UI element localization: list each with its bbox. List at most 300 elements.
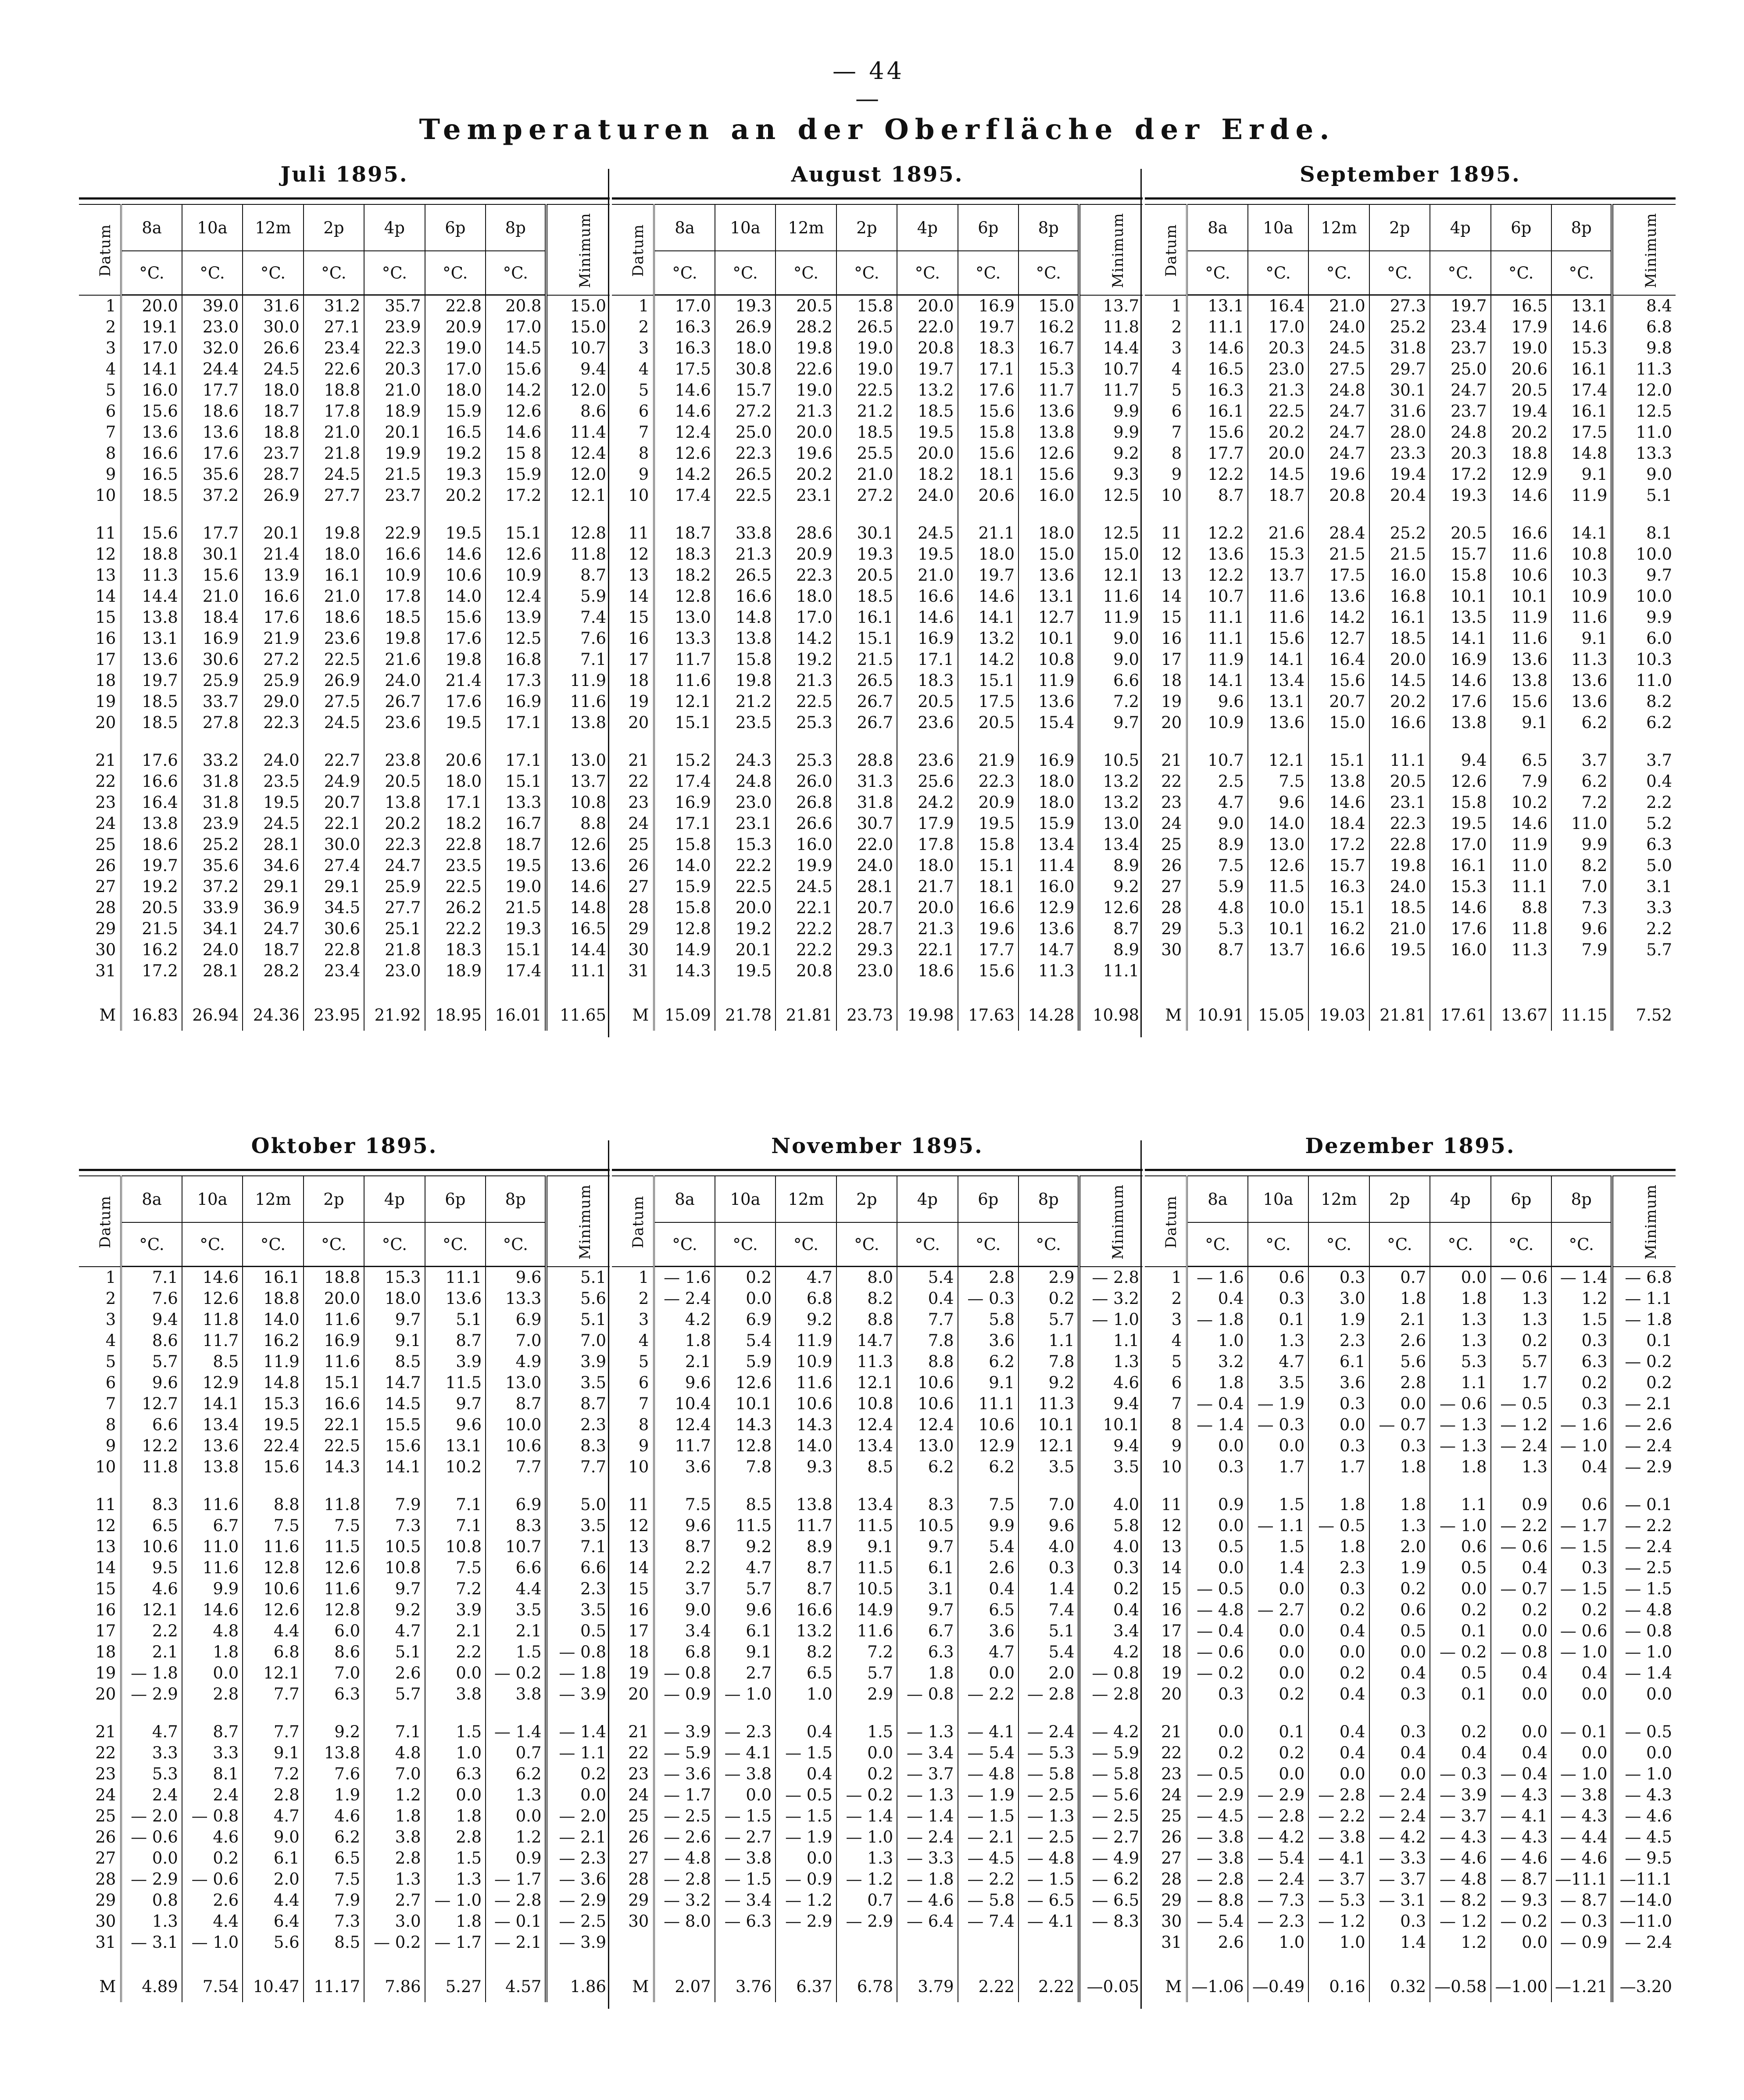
value-cell: 14.5 — [486, 338, 546, 359]
value-cell: 20.0 — [715, 897, 776, 918]
value-cell: 19.6 — [958, 918, 1019, 939]
table-row — [612, 1932, 1143, 1953]
value-cell: — 3.8 — [1187, 1848, 1247, 1869]
value-cell: 0.3 — [1551, 1557, 1612, 1579]
minimum-cell: 14.8 — [546, 897, 610, 918]
value-cell: 11.5 — [836, 1515, 897, 1536]
value-cell: — 2.4 — [897, 1827, 958, 1848]
value-cell: 0.2 — [1369, 1579, 1430, 1600]
value-cell: 8.7 — [182, 1705, 243, 1743]
value-cell: 24.8 — [1430, 422, 1490, 443]
value-cell: 6.1 — [1308, 1351, 1369, 1372]
value-cell: 16.6 — [1369, 712, 1430, 733]
column-header: 6p — [1491, 1176, 1551, 1222]
value-cell: 0.3 — [1308, 1579, 1369, 1600]
minimum-label: Minimum — [576, 1184, 594, 1260]
table-row — [1145, 506, 1676, 544]
value-cell: 9.1 — [1551, 628, 1612, 649]
value-cell: 9.6 — [1019, 1515, 1079, 1536]
value-cell: — 0.4 — [1187, 1621, 1247, 1642]
value-cell: 20.3 — [1248, 338, 1308, 359]
value-cell: 4.8 — [182, 1621, 243, 1642]
value-cell: 12.4 — [654, 422, 715, 443]
value-cell: 15.8 — [836, 295, 897, 317]
datum-header — [612, 204, 654, 295]
value-cell: 13.0 — [1248, 834, 1308, 855]
day-cell: 17 — [612, 1621, 654, 1642]
day-cell: 24 — [612, 1785, 654, 1806]
value-cell: 18.0 — [425, 380, 486, 401]
value-cell: 0.0 — [1308, 1642, 1369, 1663]
day-cell: 2 — [79, 317, 121, 338]
value-cell: 2.1 — [425, 1621, 486, 1642]
value-cell: 0.6 — [1430, 1536, 1490, 1557]
value-cell: 4.7 — [715, 1557, 776, 1579]
value-cell: 6.6 — [486, 1557, 546, 1579]
table-row — [612, 401, 1143, 422]
table-row — [612, 1890, 1143, 1911]
value-cell: 5.7 — [1491, 1351, 1551, 1372]
day-cell: 27 — [612, 876, 654, 897]
day-cell: 28 — [612, 897, 654, 918]
table-row — [612, 918, 1143, 939]
value-cell: 13.4 — [836, 1436, 897, 1457]
value-cell: 10.7 — [486, 1536, 546, 1557]
minimum-label: Minimum — [1109, 1184, 1127, 1260]
value-cell: 15.7 — [1430, 544, 1490, 565]
value-cell: 2.8 — [425, 1827, 486, 1848]
value-cell: — 2.4 — [654, 1288, 715, 1309]
value-cell: — 4.6 — [1430, 1848, 1490, 1869]
table-row — [612, 1869, 1143, 1890]
value-cell: — 4.8 — [958, 1764, 1019, 1785]
table-row — [79, 792, 610, 813]
day-cell: 5 — [1145, 380, 1187, 401]
day-cell: 29 — [79, 918, 121, 939]
minimum-cell: 6.6 — [1079, 670, 1143, 691]
value-cell: 21.6 — [364, 649, 425, 670]
table-row — [612, 1806, 1143, 1827]
mean-cell: 5.27 — [425, 1953, 486, 2002]
value-cell: — 3.8 — [1187, 1827, 1247, 1848]
table-row — [1145, 443, 1676, 464]
value-cell: 17.2 — [486, 485, 546, 506]
minimum-cell: 12.8 — [546, 506, 610, 544]
value-cell: — 5.4 — [1248, 1848, 1308, 1869]
value-cell: 19.7 — [897, 359, 958, 380]
value-cell: 22.3 — [776, 565, 836, 586]
value-cell: 17.4 — [486, 961, 546, 982]
value-cell: 15.1 — [836, 628, 897, 649]
minimum-cell: 2.3 — [546, 1414, 610, 1436]
minimum-cell: 9.9 — [1612, 607, 1676, 628]
value-cell: 19.9 — [364, 443, 425, 464]
minimum-cell: — 2.7 — [1079, 1827, 1143, 1848]
value-cell: 22.3 — [958, 771, 1019, 792]
value-cell: 21.3 — [715, 544, 776, 565]
minimum-cell: — 1.4 — [546, 1705, 610, 1743]
minimum-cell: 2.3 — [546, 1579, 610, 1600]
value-cell: 20.2 — [776, 464, 836, 485]
unit-header: °C. — [958, 1222, 1019, 1267]
value-cell: 12.6 — [486, 544, 546, 565]
value-cell: 31.2 — [304, 295, 364, 317]
value-cell: 9.7 — [897, 1600, 958, 1621]
value-cell: — 3.8 — [1551, 1785, 1612, 1806]
value-cell: 33.8 — [715, 506, 776, 544]
day-cell — [612, 1932, 654, 1953]
value-cell: 13.3 — [654, 628, 715, 649]
value-cell: 11.7 — [182, 1330, 243, 1351]
value-cell: 12.1 — [836, 1372, 897, 1393]
table-row — [79, 1705, 610, 1743]
value-cell: 0.4 — [776, 1705, 836, 1743]
value-cell: 10.6 — [776, 1393, 836, 1414]
value-cell: 15.2 — [654, 733, 715, 771]
value-cell: 13.6 — [182, 422, 243, 443]
value-cell: 2.1 — [121, 1642, 182, 1663]
value-cell: 19.6 — [1308, 464, 1369, 485]
table-row — [612, 1911, 1143, 1932]
minimum-cell: — 2.4 — [1612, 1436, 1676, 1457]
value-cell: 13.6 — [1187, 544, 1247, 565]
minimum-cell: 15.0 — [546, 295, 610, 317]
value-cell: 16.3 — [654, 317, 715, 338]
value-cell: 19.5 — [715, 961, 776, 982]
day-cell: 19 — [79, 1663, 121, 1684]
value-cell: 12.4 — [836, 1414, 897, 1436]
value-cell: — 6.3 — [715, 1911, 776, 1932]
value-cell: 7.0 — [1019, 1478, 1079, 1515]
value-cell: 25.9 — [243, 670, 303, 691]
value-cell: — 5.3 — [1019, 1743, 1079, 1764]
mean-cell: 2.07 — [654, 1953, 715, 2002]
value-cell: 11.6 — [1248, 586, 1308, 607]
value-cell: 20.2 — [1491, 422, 1551, 443]
value-cell: 6.7 — [182, 1515, 243, 1536]
minimum-cell: 5.1 — [546, 1309, 610, 1330]
value-cell: 16.9 — [304, 1330, 364, 1351]
day-cell: 1 — [79, 1267, 121, 1289]
table-row — [612, 586, 1143, 607]
value-cell: 27.2 — [243, 649, 303, 670]
value-cell: 21.9 — [958, 733, 1019, 771]
value-cell: — 5.8 — [958, 1890, 1019, 1911]
value-cell: 16.7 — [486, 813, 546, 834]
value-cell: 10.1 — [1019, 1414, 1079, 1436]
table-row — [612, 855, 1143, 876]
value-cell: 16.3 — [1308, 876, 1369, 897]
value-cell: 0.0 — [1369, 1642, 1430, 1663]
day-cell: 4 — [1145, 1330, 1187, 1351]
minimum-cell: 13.7 — [546, 771, 610, 792]
value-cell: 0.2 — [1491, 1330, 1551, 1351]
day-cell: 17 — [1145, 1621, 1187, 1642]
value-cell: 18.5 — [836, 586, 897, 607]
value-cell: 19.8 — [304, 506, 364, 544]
value-cell: 30.0 — [304, 834, 364, 855]
value-cell: 20.0 — [304, 1288, 364, 1309]
value-cell: 25.9 — [364, 876, 425, 897]
value-cell: 22.1 — [304, 813, 364, 834]
value-cell: 19.0 — [1491, 338, 1551, 359]
minimum-cell: 11.6 — [546, 691, 610, 712]
mean-cell: 0.32 — [1369, 1953, 1430, 2002]
value-cell: 19.4 — [1491, 401, 1551, 422]
value-cell: 17.2 — [1430, 464, 1490, 485]
day-cell: 12 — [612, 1515, 654, 1536]
value-cell: 20.0 — [897, 295, 958, 317]
value-cell: 24.0 — [364, 670, 425, 691]
table-row — [1145, 834, 1676, 855]
value-cell: 0.2 — [182, 1848, 243, 1869]
value-cell: 16.6 — [243, 586, 303, 607]
value-cell: 15.8 — [654, 897, 715, 918]
value-cell: 13.6 — [1019, 691, 1079, 712]
minimum-cell: 10.7 — [1079, 359, 1143, 380]
day-cell: 6 — [612, 1372, 654, 1393]
mean-cell: 6.78 — [836, 1953, 897, 2002]
minimum-cell: — 1.8 — [1612, 1309, 1676, 1330]
page-number: — 44 — — [833, 57, 904, 112]
value-cell: 23.4 — [304, 338, 364, 359]
value-cell: 2.8 — [243, 1785, 303, 1806]
value-cell: 20.0 — [1248, 443, 1308, 464]
unit-header: °C. — [182, 1222, 243, 1267]
day-cell: 4 — [79, 1330, 121, 1351]
value-cell: 11.0 — [1551, 813, 1612, 834]
value-cell: 1.3 — [1491, 1457, 1551, 1478]
value-cell: 18.7 — [654, 506, 715, 544]
table-row — [79, 1827, 610, 1848]
value-cell: 19.8 — [1369, 855, 1430, 876]
value-cell: 1.3 — [1248, 1330, 1308, 1351]
temperature-table — [1145, 197, 1676, 1031]
value-cell: 0.2 — [1430, 1600, 1490, 1621]
value-cell: 7.8 — [715, 1457, 776, 1478]
value-cell: 5.4 — [958, 1536, 1019, 1557]
day-cell: 28 — [612, 1869, 654, 1890]
value-cell: 21.5 — [1369, 544, 1430, 565]
value-cell: 8.5 — [364, 1351, 425, 1372]
minimum-cell: — 2.8 — [1079, 1267, 1143, 1289]
table-row — [1145, 1827, 1676, 1848]
value-cell: 1.0 — [425, 1743, 486, 1764]
value-cell: 0.3 — [1019, 1557, 1079, 1579]
value-cell: 12.4 — [654, 1414, 715, 1436]
column-header: 2p — [1369, 1176, 1430, 1222]
value-cell: 9.1 — [243, 1743, 303, 1764]
minimum-cell: 3.9 — [546, 1351, 610, 1372]
unit-header: °C. — [243, 251, 303, 295]
mean-cell: 11.17 — [304, 1953, 364, 2002]
table-row — [79, 1267, 610, 1289]
value-cell: 19.0 — [486, 876, 546, 897]
value-cell: 1.3 — [1369, 1515, 1430, 1536]
minimum-cell: 9.3 — [1079, 464, 1143, 485]
value-cell: 19.0 — [425, 338, 486, 359]
value-cell: — 3.7 — [897, 1764, 958, 1785]
month-block-august — [612, 162, 1143, 1031]
value-cell: — 2.9 — [776, 1911, 836, 1932]
table-row — [1145, 295, 1676, 317]
value-cell: 13.2 — [776, 1621, 836, 1642]
table-row — [612, 834, 1143, 855]
minimum-cell: 0.0 — [546, 1785, 610, 1806]
value-cell: 8.8 — [836, 1309, 897, 1330]
table-row — [79, 1600, 610, 1621]
value-cell: 0.3 — [1187, 1457, 1247, 1478]
value-cell: 2.7 — [364, 1890, 425, 1911]
value-cell: 0.0 — [425, 1785, 486, 1806]
day-cell: 21 — [612, 1705, 654, 1743]
value-cell: 19.5 — [243, 1414, 303, 1436]
value-cell: 5.4 — [897, 1267, 958, 1289]
value-cell: 7.9 — [1551, 939, 1612, 961]
value-cell: 20.0 — [121, 295, 182, 317]
value-cell: 28.6 — [776, 506, 836, 544]
minimum-cell: 5.1 — [546, 1267, 610, 1289]
day-cell: 8 — [79, 1414, 121, 1436]
value-cell: 1.3 — [1430, 1330, 1490, 1351]
value-cell: 23.9 — [364, 317, 425, 338]
value-cell: 18.1 — [958, 876, 1019, 897]
value-cell: 21.0 — [182, 586, 243, 607]
value-cell: 26.5 — [715, 464, 776, 485]
minimum-cell: 0.4 — [1079, 1600, 1143, 1621]
value-cell: 19.8 — [776, 338, 836, 359]
value-cell: 13.8 — [1019, 422, 1079, 443]
value-cell: 0.4 — [1551, 1663, 1612, 1684]
value-cell: 0.6 — [1551, 1478, 1612, 1515]
value-cell: 15.3 — [1430, 876, 1490, 897]
minimum-cell: 6.3 — [1612, 834, 1676, 855]
table-row — [79, 1869, 610, 1890]
value-cell: — 1.2 — [1308, 1911, 1369, 1932]
value-cell: — 6.5 — [1019, 1890, 1079, 1911]
minimum-cell: 8.4 — [1612, 295, 1676, 317]
table-row — [1145, 544, 1676, 565]
table-row — [1145, 1848, 1676, 1869]
value-cell: 2.9 — [1019, 1267, 1079, 1289]
table-row — [612, 485, 1143, 506]
datum-label: Datum — [1162, 1195, 1180, 1248]
value-cell: 0.0 — [1308, 1764, 1369, 1785]
value-cell: 25.2 — [182, 834, 243, 855]
minimum-cell: — 2.6 — [1612, 1414, 1676, 1436]
value-cell: 25.0 — [1430, 359, 1490, 380]
value-cell: — 1.7 — [1551, 1515, 1612, 1536]
value-cell: 16.9 — [1430, 649, 1490, 670]
day-cell: 24 — [1145, 1785, 1187, 1806]
value-cell: 6.1 — [897, 1557, 958, 1579]
value-cell: 15.6 — [958, 443, 1019, 464]
value-cell: 22.5 — [425, 876, 486, 897]
minimum-cell: 10.0 — [1612, 544, 1676, 565]
value-cell: 21.1 — [958, 506, 1019, 544]
value-cell: 26.5 — [836, 317, 897, 338]
value-cell: — 0.8 — [1491, 1642, 1551, 1663]
value-cell — [897, 1932, 958, 1953]
value-cell: 21.4 — [425, 670, 486, 691]
value-cell: 24.9 — [304, 771, 364, 792]
day-cell: 6 — [79, 401, 121, 422]
value-cell: 17.7 — [958, 939, 1019, 961]
value-cell: 24.0 — [836, 855, 897, 876]
minimum-header — [546, 1176, 610, 1267]
value-cell: — 3.7 — [1430, 1806, 1490, 1827]
value-cell: 18.5 — [121, 485, 182, 506]
value-cell: 22.3 — [243, 712, 303, 733]
value-cell: 10.6 — [486, 1436, 546, 1457]
value-cell: 11.1 — [958, 1393, 1019, 1414]
value-cell: 20.5 — [1369, 771, 1430, 792]
value-cell: 10.8 — [1551, 544, 1612, 565]
minimum-cell: 0.0 — [1612, 1684, 1676, 1705]
value-cell: 0.4 — [958, 1579, 1019, 1600]
minimum-cell: 3.1 — [1612, 876, 1676, 897]
value-cell: — 2.5 — [654, 1806, 715, 1827]
unit-header: °C. — [1551, 1222, 1612, 1267]
value-cell: — 0.5 — [1187, 1764, 1247, 1785]
table-row — [79, 813, 610, 834]
value-cell: 0.0 — [1248, 1663, 1308, 1684]
table-row — [612, 1621, 1143, 1642]
datum-header — [79, 204, 121, 295]
value-cell: — 0.4 — [1187, 1393, 1247, 1414]
value-cell: 0.0 — [776, 1848, 836, 1869]
table-row — [1145, 338, 1676, 359]
table-row — [1145, 359, 1676, 380]
value-cell: 24.3 — [715, 733, 776, 771]
value-cell: 10.7 — [1187, 733, 1247, 771]
value-cell: 15.1 — [1308, 733, 1369, 771]
value-cell: 4.7 — [958, 1642, 1019, 1663]
table-row — [79, 380, 610, 401]
mean-cell: 4.57 — [486, 1953, 546, 2002]
value-cell: 15.3 — [715, 834, 776, 855]
value-cell: 1.7 — [1248, 1457, 1308, 1478]
value-cell: 27.4 — [304, 855, 364, 876]
value-cell: 22.4 — [243, 1436, 303, 1457]
value-cell: 11.1 — [1187, 607, 1247, 628]
day-cell: 9 — [79, 1436, 121, 1457]
value-cell: 24.0 — [243, 733, 303, 771]
day-cell: 24 — [612, 813, 654, 834]
value-cell: 17.5 — [1551, 422, 1612, 443]
value-cell: 0.2 — [1308, 1600, 1369, 1621]
value-cell: 13.2 — [958, 628, 1019, 649]
value-cell: 24.5 — [776, 876, 836, 897]
value-cell: 20.5 — [958, 712, 1019, 733]
value-cell: 2.6 — [1187, 1932, 1247, 1953]
value-cell: 28.2 — [776, 317, 836, 338]
value-cell: 17.6 — [425, 691, 486, 712]
value-cell: 16.6 — [715, 586, 776, 607]
value-cell: 16.9 — [1019, 733, 1079, 771]
minimum-cell: 9.9 — [1079, 422, 1143, 443]
value-cell: 2.0 — [243, 1869, 303, 1890]
unit-header: °C. — [1019, 251, 1079, 295]
mean-cell: 19.98 — [897, 982, 958, 1031]
minimum-cell: —14.0 — [1612, 1890, 1676, 1911]
value-cell: — 1.5 — [1551, 1579, 1612, 1600]
table-row — [612, 1557, 1143, 1579]
value-cell: 1.1 — [1019, 1330, 1079, 1351]
table-row — [79, 1911, 610, 1932]
value-cell: 32.0 — [182, 338, 243, 359]
value-cell: 19.7 — [958, 317, 1019, 338]
